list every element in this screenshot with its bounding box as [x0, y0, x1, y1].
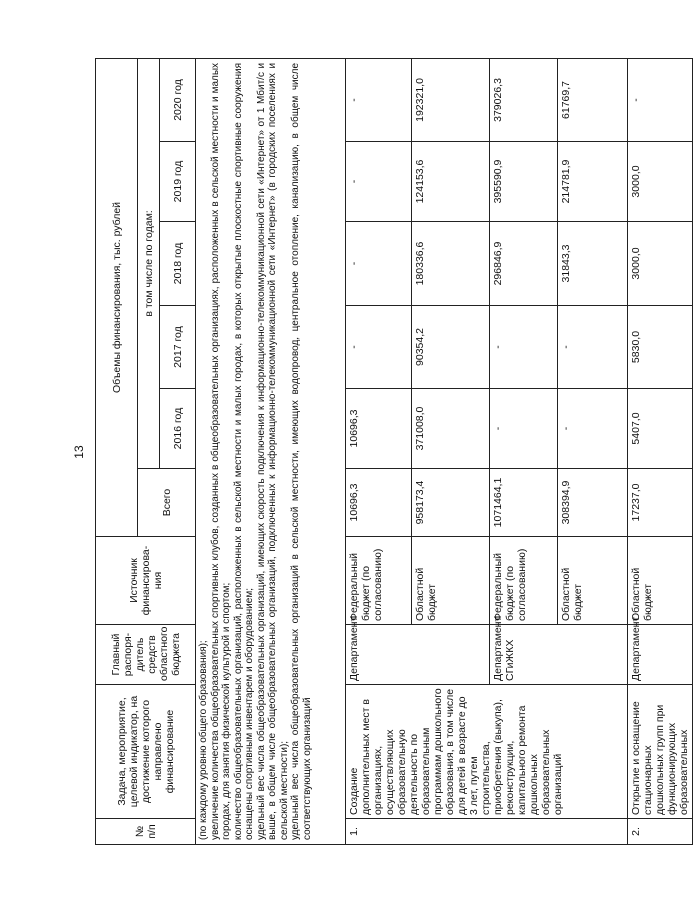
- cell-2020: -: [346, 58, 412, 141]
- note-line: удельный вес числа общеобразовательных организаций в сельской местности, имеющих водопровод, центральное отопление, канализацию, в общем числе соответствующих организаций: [290, 62, 313, 840]
- cell-2017: -: [558, 306, 628, 389]
- cell-total: 308394,9: [558, 469, 628, 537]
- note-line: удельный вес числа общеобразовательных организаций, имеющих скорость подключения к информационно-телекоммуникационной сети «Интернет» от 1 Мбит/с и выше, в общем числе общеобразовательных организаций, подключенных к информационно-телекоммуникационной сети «Интернет» (в городских поселениях и сельской местности);: [255, 62, 290, 840]
- header-including: в том числе по годам:: [138, 58, 160, 468]
- cell-total: 10696,3: [346, 469, 412, 537]
- cell-2018: 180336,6: [412, 222, 490, 306]
- header-year-2017: 2017 год: [160, 306, 196, 389]
- header-task: Задача, мероприятие, целевой индикатор, на достижение которого направлено финансирование: [96, 685, 196, 819]
- row-task: Создание дополнительных мест в организациях, осуществляющих образовательную деятельность по образовательным программам дошкольного образования, в том числе для детей в возрасте до 3 лет, путем строительства, приобретения (выкупа), реконструкции, капитального ремонта дошкольных образовательных организаций: [346, 685, 628, 819]
- header-manager: Главный распоря-дитель средств областного бюджета: [96, 625, 196, 685]
- cell-2020: 379026,3: [490, 58, 558, 141]
- cell-2017: 90354,2: [412, 306, 490, 389]
- header-source: Источник финансирова-ния: [96, 537, 196, 625]
- row-number: 2.: [628, 819, 693, 845]
- cell-2019: 3000,0: [628, 142, 693, 222]
- header-year-2016: 2016 год: [160, 389, 196, 469]
- cell-2020: 61769,7: [558, 58, 628, 141]
- note-line: увеличение количества общеобразовательных спортивных клубов, созданных в общеобразовательных организациях, расположенных в сельской местности и малых городах, для занятия физической культурой и спортом;: [209, 62, 232, 840]
- cell-2018: -: [346, 222, 412, 306]
- cell-2019: 395590,9: [490, 142, 558, 222]
- cell-total: 1071464,1: [490, 469, 558, 537]
- note-line: количество общеобразовательных организаций, расположенных в сельской местности и малых городах, в которых открытые плоскостные спортивные сооружения оснащены спортивным инвентарем и оборудованием;: [232, 62, 255, 840]
- page-number: 13: [72, 445, 86, 459]
- cell-2019: -: [346, 142, 412, 222]
- cell-2016: -: [558, 389, 628, 469]
- note-line: (по каждому уровню общего образования);: [198, 640, 209, 840]
- row-number: 1.: [346, 819, 628, 845]
- row-source: Областной бюджет: [628, 537, 693, 625]
- header-total: Всего: [138, 469, 196, 537]
- row-source: Областной бюджет: [412, 537, 490, 625]
- cell-2019: 214781,9: [558, 142, 628, 222]
- header-year-2020: 2020 год: [160, 58, 196, 141]
- cell-2016: 371008,0: [412, 389, 490, 469]
- cell-2017: -: [490, 306, 558, 389]
- cell-2016: -: [490, 389, 558, 469]
- row-task: Открытие и оснащение стационарных дошкольных групп при функционирующих образовательных: [628, 685, 693, 819]
- cell-total: 17237,0: [628, 469, 693, 537]
- header-year-2019: 2019 год: [160, 142, 196, 222]
- row-manager: Департамент: [346, 625, 490, 685]
- row-source: Областной бюджет: [558, 537, 628, 625]
- header-year-2018: 2018 год: [160, 222, 196, 306]
- cell-2018: 31843,3: [558, 222, 628, 306]
- cell-2018: 3000,0: [628, 222, 693, 306]
- cell-2020: -: [628, 58, 693, 141]
- rotated-page-content: [95, 59, 690, 845]
- cell-2017: -: [346, 306, 412, 389]
- row-manager: Департамент: [628, 625, 693, 685]
- row-source: Федеральный бюджет (по согласованию): [346, 537, 412, 625]
- cell-2017: 5830,0: [628, 306, 693, 389]
- cell-2016: 5407,0: [628, 389, 693, 469]
- indicators-note: [196, 58, 346, 844]
- cell-total: 958173,4: [412, 469, 490, 537]
- financing-table: [95, 58, 693, 845]
- cell-2018: 296846,9: [490, 222, 558, 306]
- cell-2020: 192321,0: [412, 58, 490, 141]
- cell-2019: 124153,6: [412, 142, 490, 222]
- cell-2016: 10696,3: [346, 389, 412, 469]
- header-num: № п/п: [96, 819, 196, 845]
- row-manager: Департамент СГиЖКХ: [490, 625, 628, 685]
- row-source: Федеральный бюджет (по согласованию): [490, 537, 558, 625]
- header-volume: Объемы финансирования, тыс. рублей: [96, 58, 138, 536]
